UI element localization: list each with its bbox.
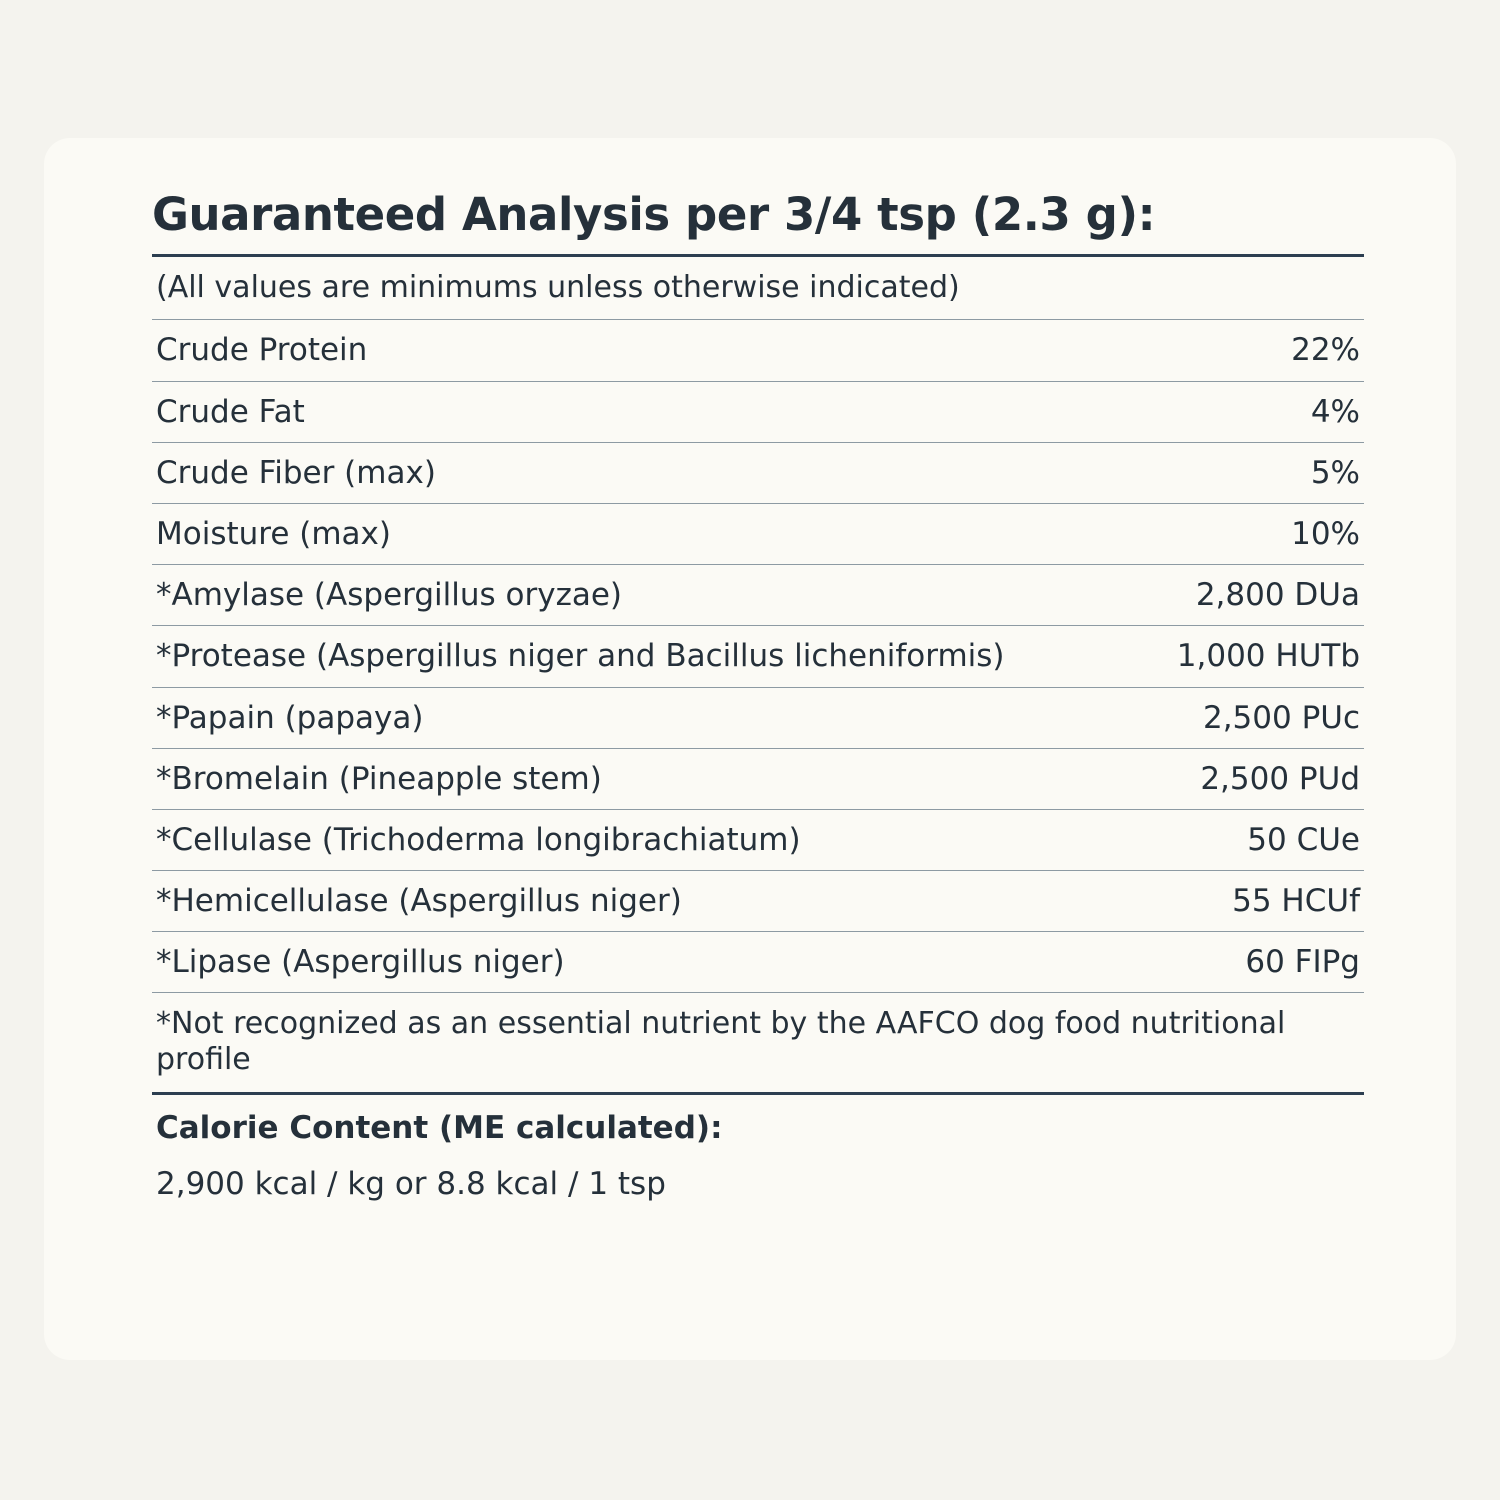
values-note: (All values are minimums unless otherwise indicated) [156,270,960,306]
nutrient-value: 22% [1291,332,1360,369]
calorie-content-title: Calorie Content (ME calculated): [156,1110,723,1147]
nutrient-value: 5% [1310,454,1360,491]
table-row [152,810,1364,870]
nutrient-value: 2,800 DUa [1195,577,1360,614]
nutrient-value: 2,500 PUd [1200,760,1360,797]
nutrition-panel [44,138,1456,1360]
nutrient-label: *Amylase (Aspergillus oryzae) [156,577,622,614]
nutrient-label: *Papain (papaya) [156,699,424,736]
panel-content [152,190,1364,1203]
table-row [152,749,1364,809]
table-row [152,382,1364,442]
nutrient-value: 1,000 HUTb [1176,638,1360,675]
aafco-footnote: *Not recognized as an essential nutrient by the AAFCO dog food nutritional profile [156,1006,1286,1078]
table-row [152,320,1364,380]
nutrient-label: *Bromelain (Pineapple stem) [156,760,602,797]
table-row [152,443,1364,503]
table-row [152,626,1364,686]
nutrient-value: 4% [1310,393,1360,430]
nutrient-value: 10% [1291,515,1360,552]
nutrient-label: Crude Fat [156,393,305,430]
nutrient-value: 50 CUe [1247,821,1360,858]
nutrient-label: Crude Protein [156,332,368,369]
nutrient-label: *Hemicellulase (Aspergillus niger) [156,883,682,920]
nutrient-label: *Cellulase (Trichoderma longibrachiatum) [156,821,801,858]
table-row [152,504,1364,564]
calorie-content-value: 2,900 kcal / kg or 8.8 kcal / 1 tsp [156,1165,666,1202]
nutrient-label: Moisture (max) [156,515,391,552]
nutrient-label: *Lipase (Aspergillus niger) [156,944,565,981]
table-row [152,932,1364,992]
page-title: Guaranteed Analysis per 3/4 tsp (2.3 g): [152,188,1156,241]
table-row [152,688,1364,748]
table-row [152,871,1364,931]
nutrient-value: 2,500 PUc [1202,699,1360,736]
nutrient-label: *Protease (Aspergillus niger and Bacillus licheniformis) [156,638,1005,675]
nutrient-label: Crude Fiber (max) [156,454,436,491]
nutrient-value: 60 FIPg [1245,944,1360,981]
table-row [152,565,1364,625]
nutrient-value: 55 HCUf [1232,883,1360,920]
